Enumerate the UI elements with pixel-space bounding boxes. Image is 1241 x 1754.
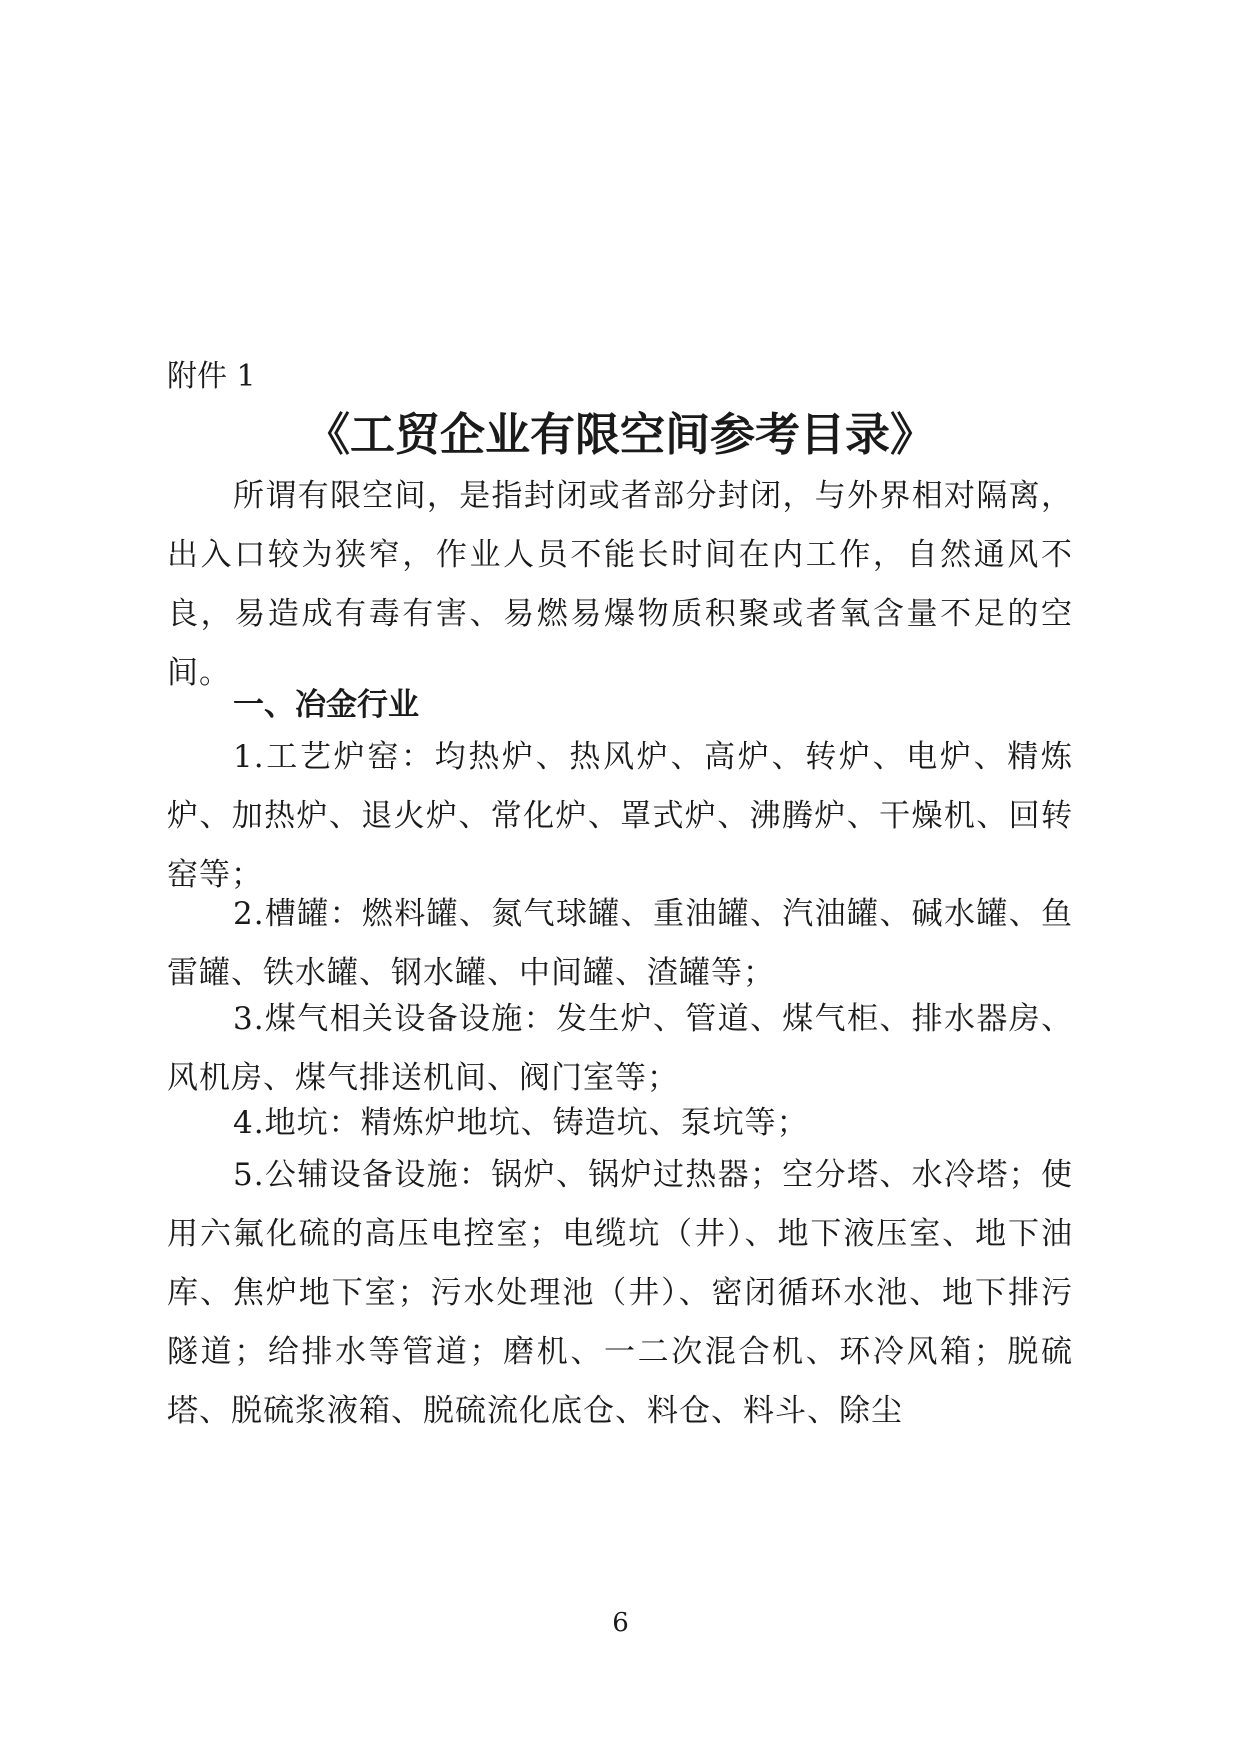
page-number: 6 <box>612 1608 629 1638</box>
list-item: 1.工艺炉窑：均热炉、热风炉、高炉、转炉、电炉、精炼炉、加热炉、退火炉、常化炉、罩式炉、沸腾炉、干燥机、回转窑等； <box>167 739 1073 893</box>
attachment-label: 附件 1 <box>167 359 256 394</box>
list-item: 4.地坑：精炼炉地坑、铸造坑、泵坑等； <box>233 1105 809 1141</box>
document-title: 《工贸企业有限空间参考目录》 <box>304 408 935 461</box>
list-item: 5.公辅设备设施：锅炉、锅炉过热器；空分塔、水冷塔；使用六氟化硫的高压电控室；电缆坑（井）、地下液压室、地下油库、焦炉地下室；污水处理池（井）、密闭循环水池、地下排污隧道；给排水等管道；磨机、一二次混合机、环冷风箱；脱硫塔、脱硫浆液箱、脱硫流化底仓、料仓、料斗、除尘 <box>167 1157 1073 1429</box>
list-item: 2.槽罐：燃料罐、氮气球罐、重油罐、汽油罐、碱水罐、鱼雷罐、铁水罐、钢水罐、中间罐、渣罐等； <box>167 896 1073 991</box>
intro-paragraph: 所谓有限空间，是指封闭或者部分封闭，与外界相对隔离，出入口较为狭窄，作业人员不能长时间在内工作，自然通风不良，易造成有毒有害、易燃易爆物质积聚或者氧含量不足的空间。 <box>167 478 1073 691</box>
list-item: 3.煤气相关设备设施：发生炉、管道、煤气柜、排水器房、风机房、煤气排送机间、阀门室等； <box>167 1001 1073 1096</box>
section-heading: 一、冶金行业 <box>233 687 419 723</box>
